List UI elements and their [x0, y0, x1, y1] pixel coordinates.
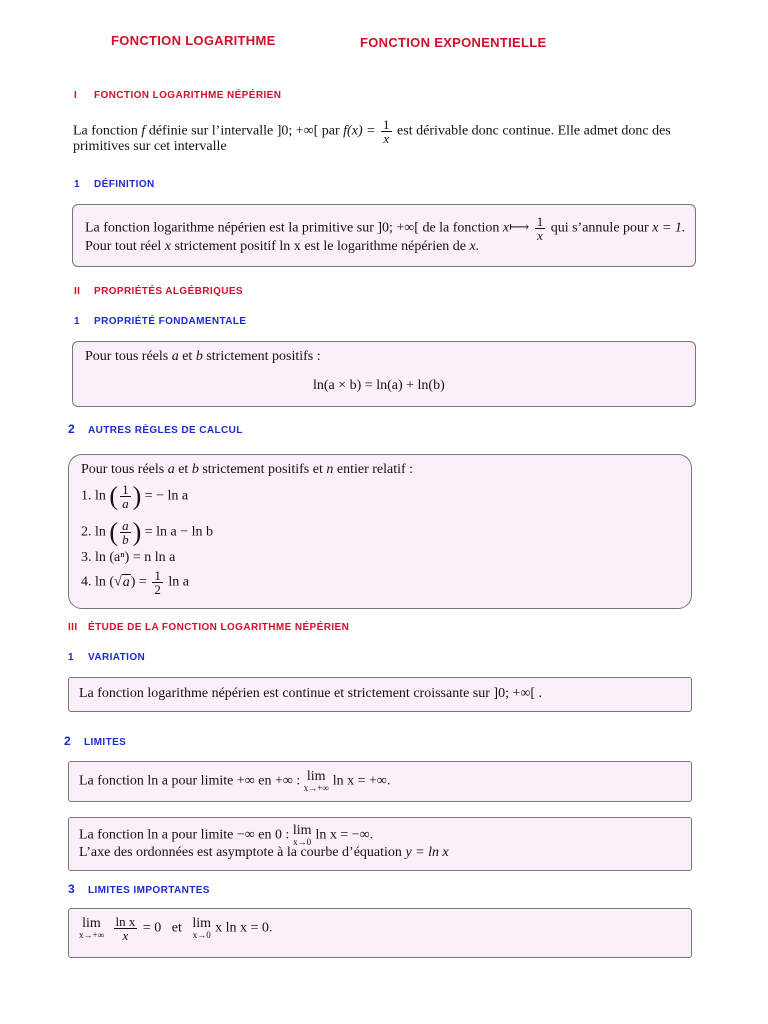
intro-fraction: $\frac{1}{x}$	[383, 117, 390, 146]
asymptote-text: L’axe des ordonnées est asymptote à la courbe d’équation y = ln x	[79, 845, 449, 860]
variation-text: La fonction logarithme népérien est continue et strictement croissante sur ]0; +∞[ .	[79, 686, 543, 701]
header-right-title: FONCTION EXPONENTIELLE	[360, 35, 547, 50]
important-limits-box	[68, 908, 692, 958]
section-title: FONCTION LOGARITHME NÉPÉRIEN	[94, 90, 282, 101]
header-left-title: FONCTION LOGARITHME	[111, 33, 276, 48]
variation-box	[68, 677, 692, 712]
intro-line-2: primitives sur cet intervalle	[73, 139, 227, 154]
subsection-fundamental-heading: 1 PROPRIÉTÉ FONDAMENTALE	[74, 316, 247, 327]
fundamental-intro: Pour tous réels a et b strictement positifs :	[85, 349, 321, 364]
section-number: I	[74, 90, 78, 101]
definition-box	[72, 204, 696, 267]
important-limits-text: lim x→+∞ $\frac{\text{ln x}}{x}$ = 0 et lim x→0 x ln x = 0.	[79, 914, 273, 943]
rule-3: 3. ln (aⁿ) = n ln a	[81, 550, 176, 565]
rule-4: 4. ln (√a) = $\frac{1}{2}$ ln a	[81, 568, 189, 597]
section-3-heading: III ÉTUDE DE LA FONCTION LOGARITHME NÉPÉRIEN	[68, 622, 350, 633]
definition-line-2: Pour tout réel x strictement positif ln x est le logarithme népérien de x.	[85, 239, 480, 254]
rules-box	[68, 454, 692, 609]
definition-line-1: La fonction logarithme népérien est la primitive sur ]0; +∞[ de la fonction x⟼ $\frac{1}{x}$ qui s’annule pour x = 1.	[85, 214, 686, 243]
intro-line-1: La fonction f définie sur l’intervalle ]0; +∞[ par f(x) = $\frac{1}{x}$ est dérivable donc continue. Elle admet donc des	[73, 117, 671, 146]
limit-plus-infinity-box	[68, 761, 692, 802]
fundamental-formula: ln(a × b) = ln(a) + ln(b)	[313, 378, 445, 393]
subsection-definition-heading: 1 DÉFINITION	[74, 179, 155, 190]
fundamental-box	[72, 341, 696, 407]
limit-plus-infinity-text: La fonction ln a pour limite +∞ en +∞ : lim x→+∞ ln x = +∞.	[79, 769, 391, 793]
subsection-important-limits-heading: 3 LIMITES IMPORTANTES	[68, 882, 210, 896]
subsection-variation-heading: 1 VARIATION	[68, 652, 146, 663]
section-2-heading: II PROPRIÉTÉS ALGÉBRIQUES	[74, 286, 244, 297]
limit-zero-text: La fonction ln a pour limite −∞ en 0 : lim x→0 ln x = −∞.	[79, 823, 374, 847]
subsection-rules-heading: 2 AUTRES RÈGLES DE CALCUL	[68, 422, 243, 436]
subsection-limits-heading: 2 LIMITES	[64, 734, 127, 748]
rule-1: 1. ln ( $\frac{1}{a}$ ) = − ln a	[81, 481, 189, 511]
limit-zero-box	[68, 817, 692, 871]
section-1-heading	[74, 90, 281, 101]
rules-intro: Pour tous réels a et b strictement positifs et n entier relatif :	[81, 462, 414, 477]
rule-2: 2. ln ( $\frac{a}{b}$ ) = ln a − ln b	[81, 517, 214, 547]
